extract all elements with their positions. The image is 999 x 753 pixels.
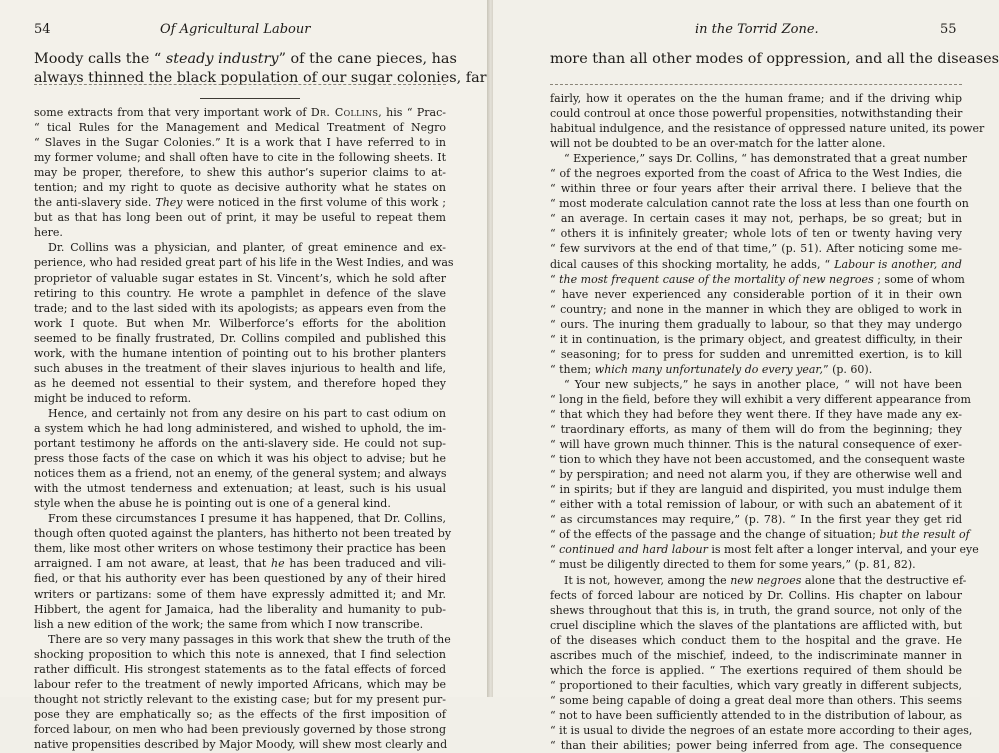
text-line [550, 407, 962, 422]
text-segment: trade; and to the last sided with its apologists; as appears even from the [34, 301, 446, 315]
text-line [550, 618, 962, 633]
text-line [550, 121, 985, 136]
text-segment: “ must be diligently directed to them for some years,” (p. 81, 82). [550, 558, 916, 572]
text-line [550, 573, 967, 588]
text-line [550, 91, 962, 106]
text-line [34, 617, 446, 632]
text-segment: “ of the effects of the passage and the change of situation; [550, 528, 880, 542]
text-segment: press those facts of the case on which it was his object to advise; but he [34, 452, 446, 466]
left-footnote-rule [200, 98, 300, 99]
text-line [34, 316, 446, 331]
text-segment: “ not to have been sufficiently attended to in the distribution of labour, as [550, 708, 962, 722]
text-segment: habitual indulgence, and the resistance of oppressed nature united, its power [550, 122, 985, 136]
text-segment: which the force is applied. “ The exertions required of them should be [550, 663, 962, 677]
text-segment: alone that the destructive ef- [801, 573, 967, 587]
text-segment: tention; and my right to quote as decisive authority what he states on [34, 181, 446, 195]
text-segment: “ will have grown much thinner. This is the natural consequence of exer- [550, 438, 962, 452]
text-segment: , his “ Prac- [378, 106, 446, 119]
text-segment: labour refer to the treatment of newly imported Africans, which may be [34, 677, 446, 691]
text-segment: rather difficult. His strongest statements as to the fatal effects of forced [34, 662, 446, 676]
text-segment: From these circumstances I presume it has happened, that Dr. Collins, [48, 512, 446, 526]
text-line [34, 662, 446, 677]
text-segment: “ them; [550, 362, 595, 376]
text-segment: work I quote. But when Mr. Wilberforce’s efforts for the abolition [34, 316, 446, 330]
text-line [34, 391, 446, 406]
text-line [550, 452, 965, 467]
text-segment: They [155, 196, 183, 210]
text-line [34, 195, 446, 210]
text-line [550, 287, 962, 302]
text-segment: which many unfortunately do every year, [594, 362, 823, 376]
text-line [34, 361, 446, 376]
text-segment: Hence, and certainly not from any desire on his part to cast odium on [48, 406, 446, 420]
text-segment: notices them as a friend, not an enemy, of the general system; and always [34, 467, 447, 481]
text-segment: shocking proposition to which this note is annexed, that I find selection [34, 647, 446, 661]
text-line [550, 738, 962, 753]
text-line [34, 120, 446, 135]
text-line [550, 497, 962, 512]
text-segment: “ others it is infinitely greater; whole lots of ten or twenty having very [550, 227, 962, 241]
text-segment: Dr. Collins [310, 106, 379, 119]
text-segment: them, like most other writers on whose testimony their practice has been [34, 542, 446, 556]
text-segment: arraigned. I am not aware, at least, that [34, 557, 272, 571]
text-line [34, 240, 446, 255]
right-running-header: in the Torrid Zone. [695, 22, 819, 37]
text-line [550, 588, 962, 603]
text-line [34, 406, 446, 421]
text-line [34, 526, 452, 541]
text-segment: “ tical Rules for the Management and Medical Treatment of Negro [34, 121, 446, 135]
text-line [34, 331, 446, 346]
text-segment: “ proportioned to their faculties, which vary greatly in different subjects, [550, 678, 962, 692]
text-line [34, 556, 446, 571]
text-line [34, 571, 446, 586]
text-line [550, 332, 962, 347]
text-line [550, 166, 962, 181]
text-line [34, 150, 446, 165]
text-segment: “ than their abilities; power being inferred from age. The consequence [550, 739, 962, 753]
text-line [34, 707, 446, 722]
text-segment: though often quoted against the planters, has hitherto not been treated by [34, 527, 452, 541]
text-segment: “ an average. In certain cases it may not, perhaps, be so great; but in [550, 212, 962, 226]
text-segment: “ that which they had before they went there. If they have made any ex- [550, 407, 962, 421]
text-segment: fects of forced labour are noticed by Dr. Collins. His chapter on labour [550, 588, 962, 602]
text-segment: fied, or that his authority ever has been questioned by any of their hired [34, 572, 446, 586]
text-segment: “ Slaves in the Sugar Colonies.” It is a work that I have referred to in [34, 136, 446, 150]
text-line [34, 286, 446, 301]
text-segment: “ country; and none in the manner in which they are obliged to work in [550, 302, 962, 316]
text-line [550, 317, 962, 332]
text-segment: It is not, however, among the [564, 573, 731, 587]
text-segment: seemed to be finally frustrated, Dr. Collins compiled and published this [34, 331, 446, 345]
text-line [550, 603, 962, 618]
text-line [550, 708, 962, 723]
right-page-number: 55 [940, 22, 957, 37]
right-lead-line-1: more than all other modes of oppression, and all the diseases [550, 51, 999, 67]
left-running-header: Of Agricultural Labour [160, 22, 311, 37]
text-segment: of the diseases which conduct them to the hospital and the grave. He [550, 633, 962, 647]
text-segment: some extracts from that very important work of [34, 106, 311, 119]
text-line [550, 226, 962, 241]
text-segment: may be proper, therefore, to shew this author’s superior claims to at- [34, 166, 446, 180]
text-line [550, 106, 962, 121]
text-segment: “ as circumstances may require,” (p. 78). “ In the first year they get rid [550, 513, 962, 527]
text-segment: “ Your new subjects,” he says in another place, “ will not have been [564, 377, 962, 391]
text-segment: “ long in the field, before they will exhibit a very different appearance from [550, 392, 971, 406]
text-line [34, 271, 446, 286]
text-segment: dical causes of this shocking mortality, he adds, “ [550, 257, 835, 271]
text-line [550, 422, 962, 437]
text-line [34, 722, 446, 737]
text-line [34, 346, 446, 361]
text-line [34, 376, 446, 391]
text-line [550, 663, 962, 678]
text-segment: native propensities described by Major Moody, will shew most clearly and [34, 737, 448, 751]
text-segment: pose they are emphatically so; as the effects of the first imposition of [34, 707, 446, 721]
text-line [550, 542, 979, 557]
text-line [550, 241, 962, 256]
text-segment: “ it is usual to divide the negroes of an estate more according to their ages, [550, 723, 973, 737]
text-segment: “ [550, 543, 560, 557]
text-line [550, 723, 973, 738]
text-line [34, 466, 446, 481]
right-page [493, 0, 999, 753]
text-segment: “ Experience,” says Dr. Collins, “ has demonstrated that a great number [564, 152, 967, 166]
text-segment: “ by perspiration; and need not alarm you, if they are otherwise well and [550, 468, 962, 482]
text-segment: “ tion to which they have not been accustomed, and the consequent waste [550, 453, 965, 467]
text-line [34, 587, 446, 602]
text-line [550, 437, 962, 452]
text-segment: has been traduced and vili- [284, 557, 446, 571]
text-segment: fairly, how it operates on the the human frame; and if the driving whip [550, 92, 962, 105]
text-segment: as he deemed not essential to their system, and therefore hoped they [34, 376, 446, 390]
text-line [550, 467, 962, 482]
text-line [34, 647, 446, 662]
text-segment: a system which he had long administered, and wished to uphold, the im- [34, 421, 446, 435]
text-line [550, 181, 962, 196]
text-line [34, 436, 446, 451]
text-segment: such abuses in the treatment of their slaves injurious to health and life, [34, 361, 446, 375]
text-line [550, 211, 962, 226]
text-segment: ascribes much of the mischief, indeed, to the indiscriminate manner in [550, 648, 962, 662]
left-lead-line-1: Moody calls the “ steady industry” of the cane pieces, has [34, 51, 457, 67]
text-line [550, 136, 962, 151]
text-line [550, 362, 962, 377]
text-segment: Dr. Collins was a physician, and planter, of great eminence and ex- [48, 241, 446, 255]
text-line [550, 151, 967, 166]
text-segment: “ some being capable of doing a great deal more than others. This seems [550, 693, 962, 707]
text-segment: ; some of whom [873, 272, 965, 286]
text-segment: but the result of [879, 528, 970, 542]
text-segment: “ traordinary efforts, as many of them will do from the beginning; they [550, 423, 962, 437]
text-line [34, 301, 446, 316]
text-segment: retiring to this country. He wrote a pamphlet in defence of the slave [34, 286, 446, 300]
text-line [550, 377, 962, 392]
text-segment: perience, who had resided great part of his life in the West Indies, and was [34, 256, 454, 270]
text-segment: cruel discipline which the slaves of the plantations are afflicted with, but [550, 618, 962, 632]
text-segment: “ seasoning; for to press for sudden and unremitted exertion, is to kill [550, 347, 962, 361]
text-segment: with the utmost tenderness and extenuation; at least, such is his usual [34, 482, 446, 496]
text-segment: were noticed in the first volume of this work ; [182, 196, 446, 210]
text-segment: ” (p. 60). [822, 362, 873, 376]
text-segment: forced labour, on men who had been previously governed by those strong [34, 722, 446, 736]
text-segment: style when the abuse he is pointing out is one of a general kind. [34, 497, 391, 511]
text-segment: he [271, 557, 285, 571]
text-line [34, 511, 446, 526]
text-line [34, 135, 446, 150]
text-segment: Labour is another, and [834, 257, 962, 271]
text-segment: thought not strictly relevant to the existing case; but for my present pur- [34, 692, 446, 706]
text-segment: “ have never experienced any considerable portion of it in their own [550, 287, 962, 301]
text-segment: but as that has long been out of print, it may be useful to repeat them [34, 211, 446, 225]
text-line [34, 737, 446, 752]
text-segment: lish a new edition of the work; the same from which I now transcribe. [34, 617, 424, 631]
text-segment: the anti-slavery side. [34, 196, 156, 210]
text-segment: continued and hard labour [559, 543, 708, 557]
text-segment: “ ours. The inuring them gradually to labour, so that they may undergo [550, 317, 962, 331]
text-line [550, 648, 962, 663]
text-line [34, 632, 451, 647]
text-segment: could controul at once those powerful propensities, notwithstanding their [550, 107, 963, 121]
text-segment: “ in spirits; but if they are languid and dispirited, you must indulge them [550, 483, 962, 497]
text-line [34, 105, 446, 120]
text-line [550, 302, 962, 317]
text-line [550, 272, 965, 287]
text-segment: writers or partizans: some of them have expressly admitted it; and Mr. [34, 587, 446, 601]
text-line [550, 196, 969, 211]
text-line [34, 481, 446, 496]
text-segment: work, with the humane intention of pointing out to his brother planters [34, 346, 446, 360]
text-line [34, 180, 446, 195]
text-line [550, 557, 962, 572]
text-segment: “ it in continuation, is the primary object, and greatest difficulty, in their [550, 332, 962, 346]
text-line [550, 347, 962, 362]
text-segment: shews throughout that this is, in truth, the grand source, not only of the [550, 603, 962, 617]
text-line [34, 541, 446, 556]
text-segment: Hibbert, the agent for Jamaica, had the liberality and humanity to pub- [34, 602, 446, 616]
text-segment: “ of the negroes exported from the coast of Africa to the West Indies, die [550, 167, 962, 181]
text-line [550, 527, 970, 542]
text-segment: here. [34, 226, 63, 240]
text-line [550, 633, 962, 648]
text-segment: might be induced to reform. [34, 391, 192, 405]
text-segment: my former volume; and shall often have to cite in the following sheets. It [34, 151, 446, 165]
right-divider-rule [550, 84, 962, 85]
text-line [34, 677, 446, 692]
text-segment: the most frequent cause of the mortality of new negroes [559, 272, 874, 286]
right-footnote-text [550, 91, 985, 753]
text-line [550, 392, 971, 407]
left-page-number: 54 [34, 22, 51, 37]
text-line [34, 421, 446, 436]
text-segment: “ either with a total remission of labour, or with such an abatement of it [550, 498, 962, 512]
text-line [550, 482, 962, 497]
text-line [34, 692, 446, 707]
text-segment: new negroes [730, 573, 802, 587]
text-segment: There are so very many passages in this work that shew the truth of the [48, 632, 451, 646]
text-line [34, 255, 454, 270]
text-segment: proprietor of valuable sugar estates in St. Vincent’s, which he sold after [34, 271, 446, 285]
text-segment: portant testimony he affords on the anti-slavery side. He could not sup- [34, 437, 446, 451]
text-segment: “ [550, 272, 560, 286]
left-footnote-text [34, 105, 454, 752]
text-segment: “ most moderate calculation cannot rate the loss at less than one fourth on [550, 197, 969, 211]
text-segment: will not be doubted to be an over-match for the latter alone. [550, 137, 886, 151]
text-line [34, 451, 446, 466]
left-divider-rule [34, 84, 446, 85]
text-line [34, 210, 446, 225]
text-segment: is most felt after a longer interval, and your eye [707, 543, 979, 557]
left-page [0, 0, 487, 751]
text-line [550, 693, 962, 708]
text-segment: “ few survivors at the end of that time,” (p. 51). After noticing some me- [550, 242, 962, 256]
text-line [34, 225, 446, 240]
left-lead-line-2: always thinned the black population of our sugar colonies, far [34, 70, 487, 86]
text-line [550, 678, 962, 693]
text-line [34, 496, 446, 511]
text-line [34, 602, 446, 617]
text-line [34, 165, 446, 180]
text-segment: “ within three or four years after their arrival there. I believe that the [550, 182, 962, 196]
text-line [550, 512, 962, 527]
text-line [550, 257, 962, 272]
